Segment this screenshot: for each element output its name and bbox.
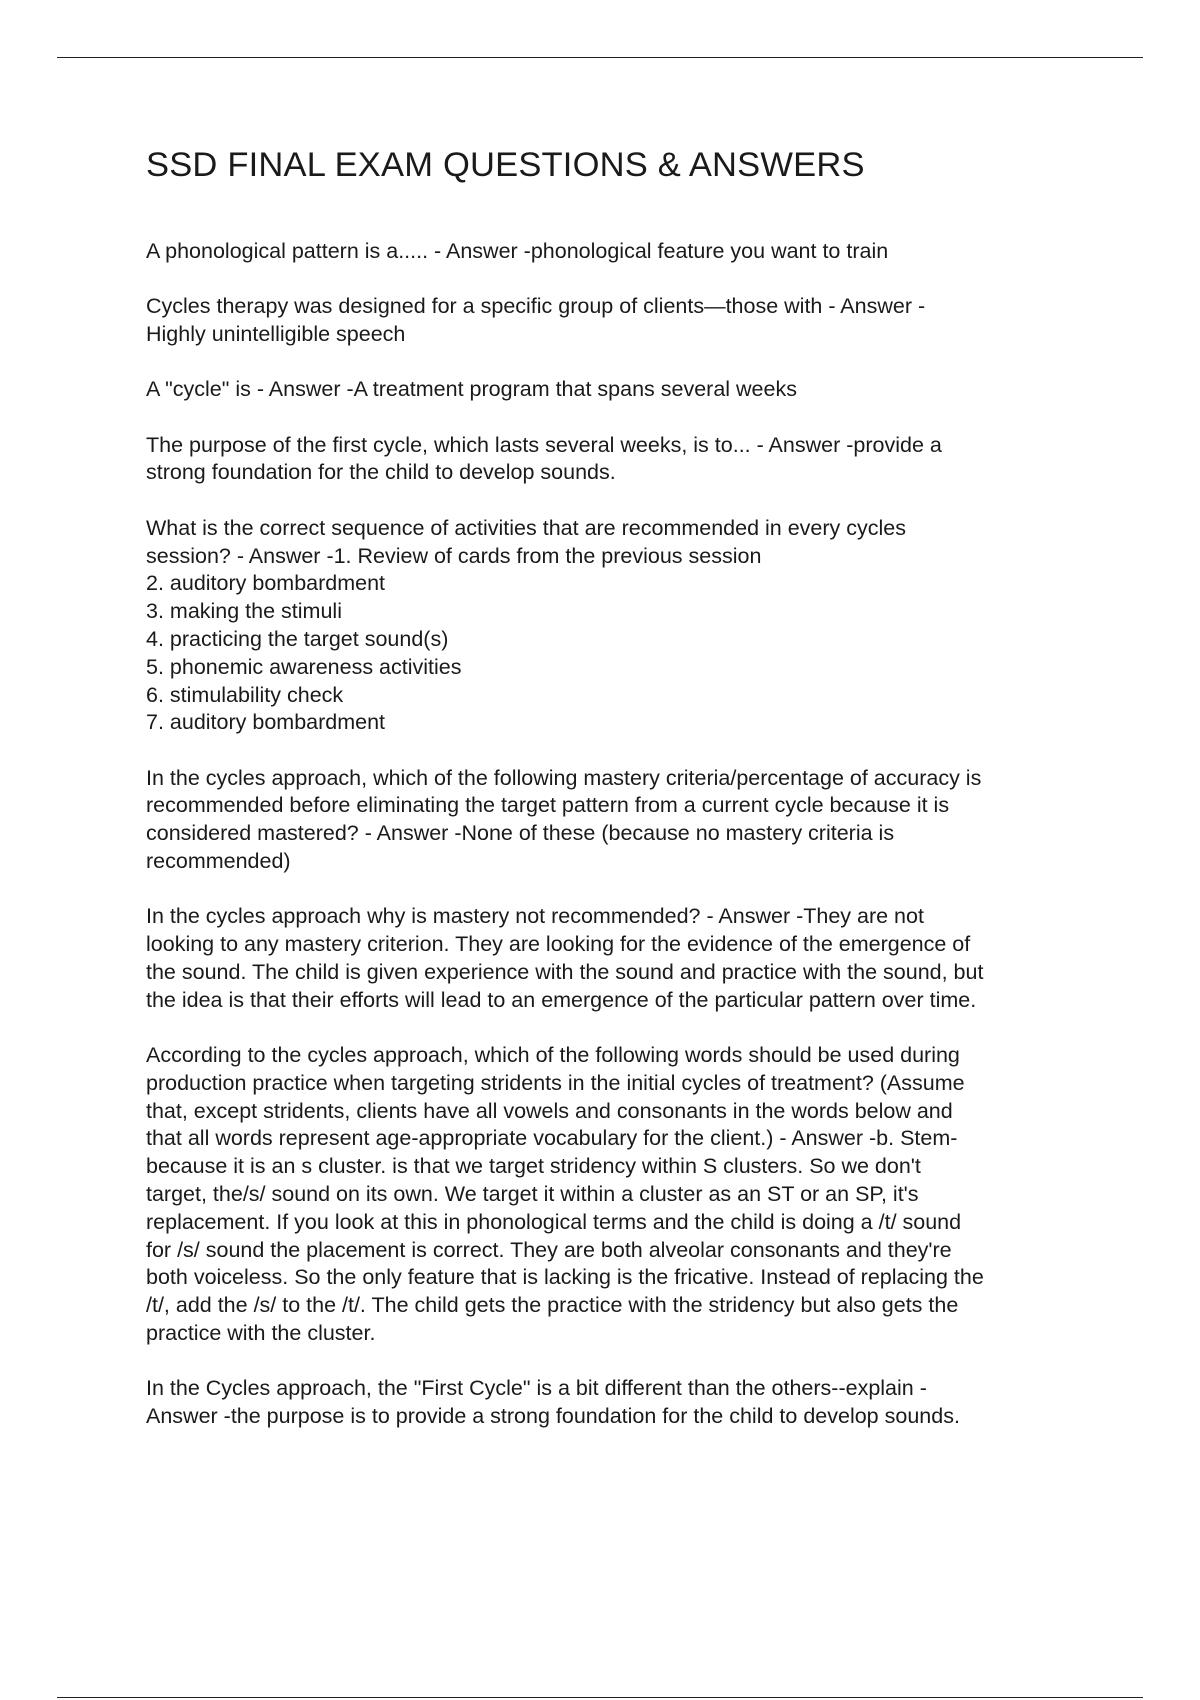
qa-entry: In the cycles approach, which of the following mastery criteria/percentage of accuracy is recommended before eliminating the target pattern from a current cycle because it is considered mastered? - Answer -None of these (because no mastery criteria is recommended): [146, 765, 982, 874]
top-divider: [57, 57, 1143, 58]
qa-entry: The purpose of the first cycle, which lasts several weeks, is to... - Answer -provide a strong foundation for the child to develop sounds.: [146, 432, 942, 485]
qa-entry: A phonological pattern is a..... - Answer -phonological feature you want to train: [146, 239, 889, 263]
qa-entry: In the cycles approach why is mastery not recommended? - Answer -They are not looking to any mastery criterion. They are looking for the evidence of the emergence of the sound. The child is given experience with the sound and practice with the sound, but the idea is that their efforts will lead to an emergence of the particular pattern over time.: [146, 904, 984, 1012]
qa-list: [146, 238, 1106, 1431]
qa-entry: What is the correct sequence of activities that are recommended in every cycles session? - Answer -1. Review of cards from the previous session 2. auditory bombardment 3. making the stimuli 4. practicing the target sound(s) 5. phonemic awareness activities 6. stimulability check 7. auditory bombardment: [146, 515, 907, 735]
qa-entry: Cycles therapy was designed for a specific group of clients—those with - Answer - Highly unintelligible speech: [146, 294, 926, 347]
qa-entry: In the Cycles approach, the "First Cycle" is a bit different than the others--explain - Answer -the purpose is to provide a strong foundation for the child to develop sounds.: [146, 1376, 960, 1429]
document-body: [146, 145, 1106, 1458]
qa-entry: According to the cycles approach, which of the following words should be used during production practice when targeting stridents in the initial cycles of treatment? (Assume that, except stridents, clients have all vowels and consonants in the words below and that all words represent age-appropriate vocabulary for the client.) - Answer -b. Stem- because it is an s cluster. is that we target stridency within S clusters. So we don't target, the/s/ sound on its own. We target it within a cluster as an ST or an SP, it's replacement. If you look at this in phonological terms and the child is doing a /t/ sound for /s/ sound the placement is correct. They are both alveolar consonants and they're both voiceless. So the only feature that is lacking is the fricative. Instead of replacing the /t/, add the /s/ to the /t/. The child gets the practice with the stridency but also gets the practice with the cluster.: [146, 1043, 984, 1345]
bottom-divider: [57, 1697, 1143, 1698]
qa-entry: A "cycle" is - Answer -A treatment program that spans several weeks: [146, 377, 797, 402]
document-title: SSD FINAL EXAM QUESTIONS & ANSWERS: [146, 146, 865, 184]
